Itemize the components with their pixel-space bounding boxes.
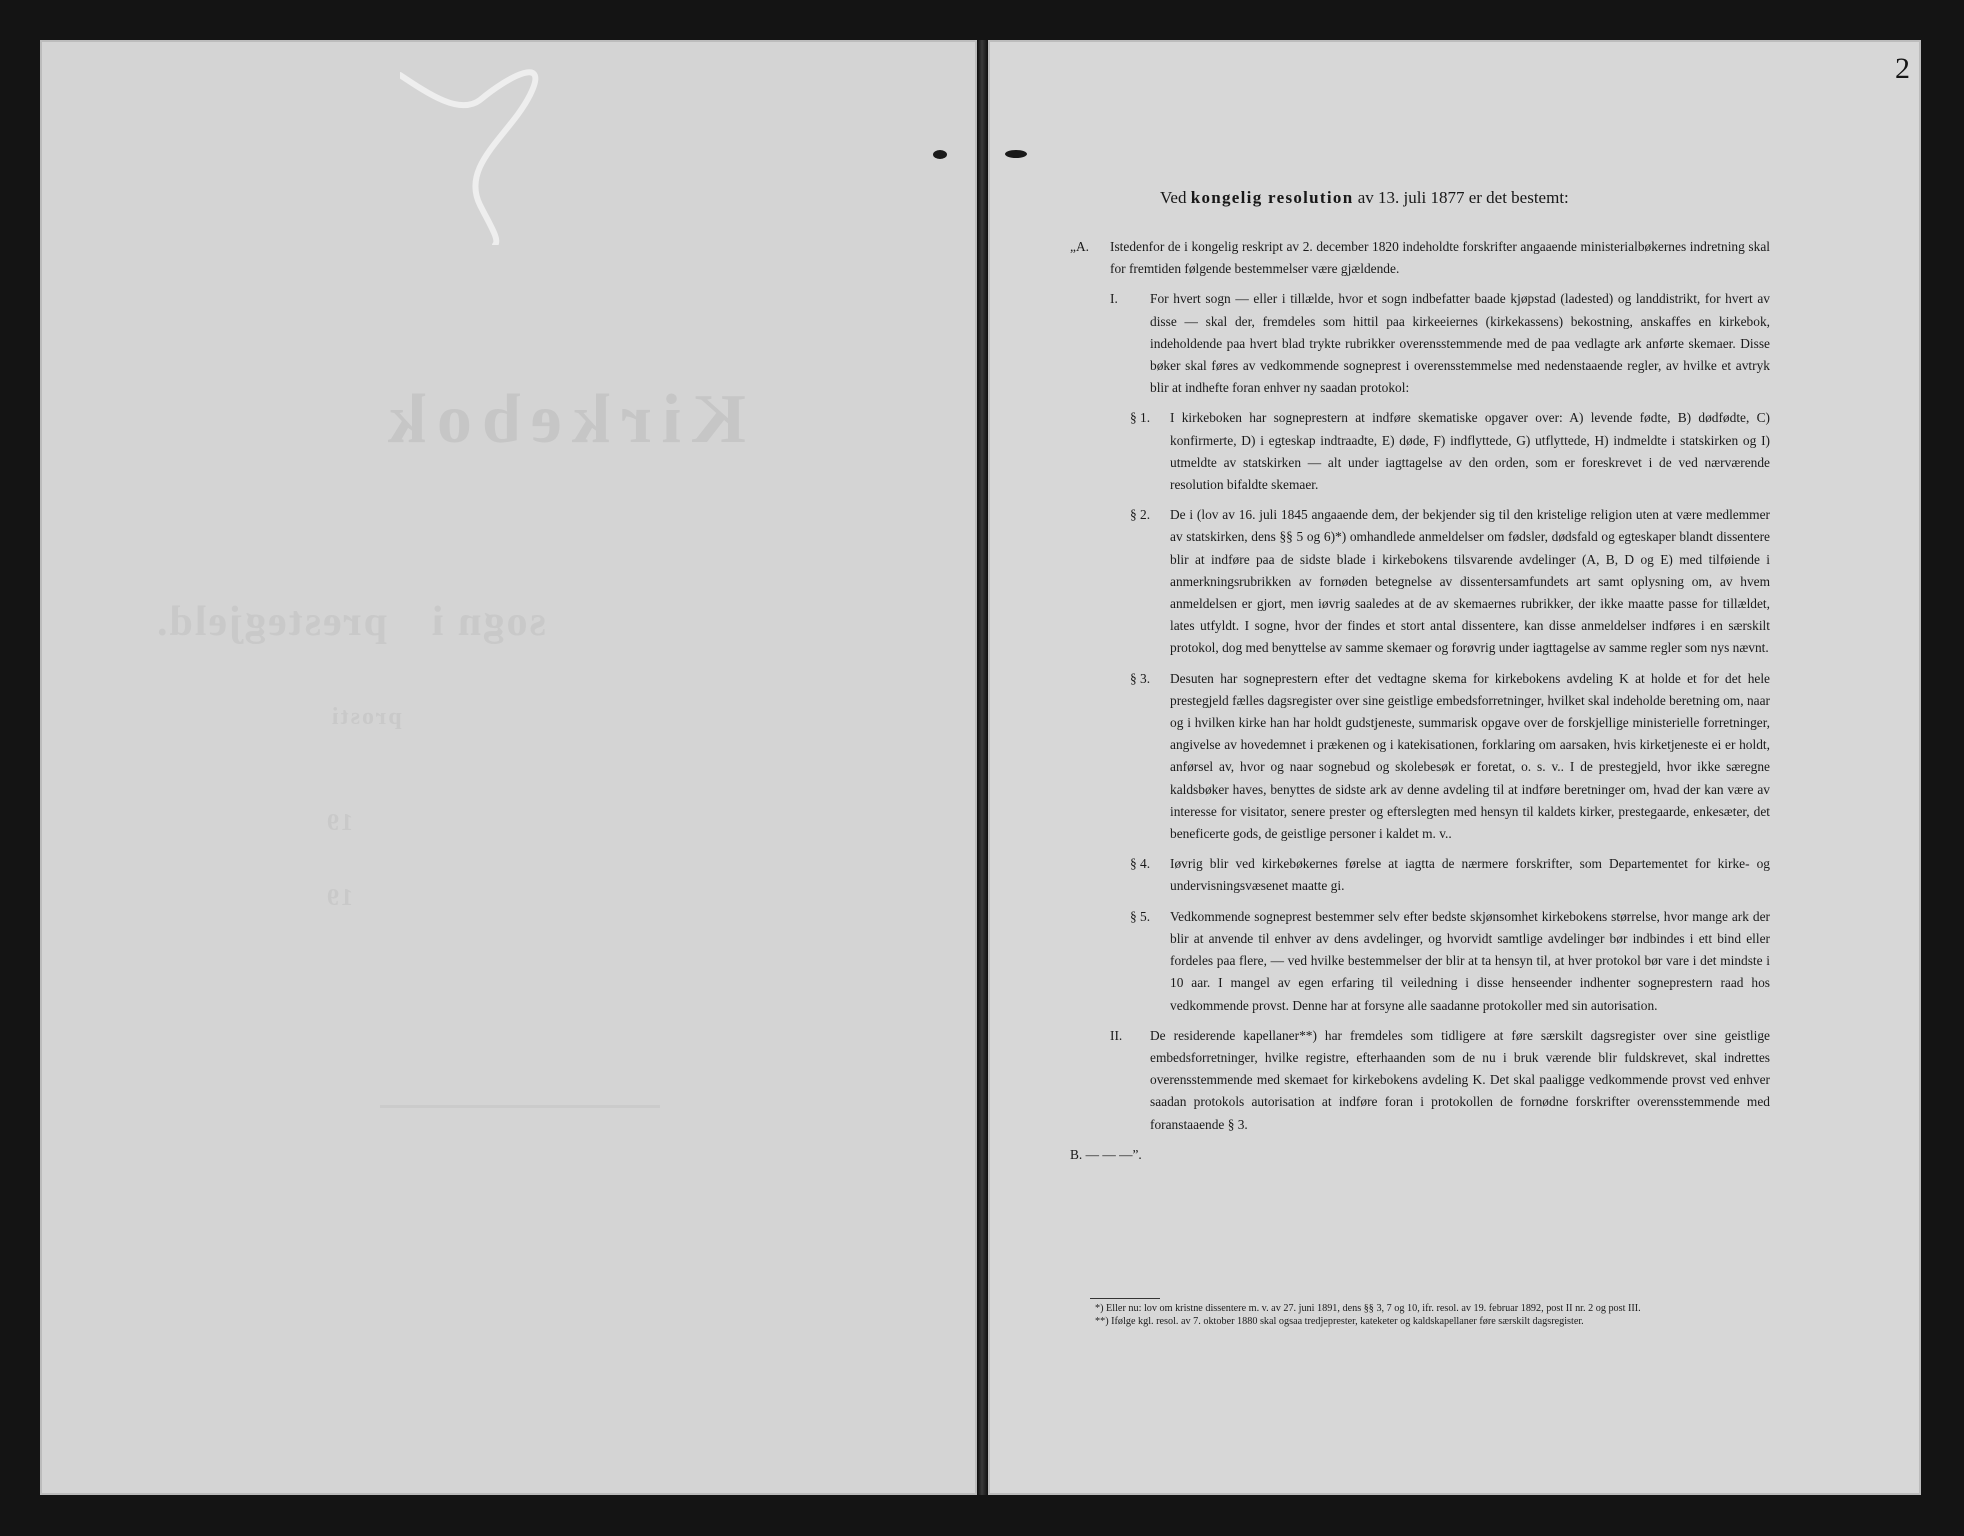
paragraph-text: Vedkommende sogneprest bestemmer selv efter bedste skjønsomhet kirkebokens størrelse, hvor mange ark der blir at anvende til enhver av dens avdelinger, og hvorvidt samtlige avdelinger bør indbindes i ett bind eller fordeles paa flere, — ved hvilke bestemmelser der blir at ta hensyn til, at hver protokol bør vare i det mindste i 10 aar. I mangel av egen erfaring til veiledning i disse henseender indhenter sogneprestern raad hos vedkommende provst. Denne har at forsyne alle saadanne protokoller med sin autorisation. [1170, 908, 1770, 1013]
footnote-text: Eller nu: lov om kristne dissentere m. v. av 27. juni 1891, dens §§ 3, 7 og 10, ifr. resol. av 19. februar 1892, post II nr. 2 og post III. [1106, 1303, 1641, 1314]
page-number: 2 [1895, 52, 1910, 85]
point-1-marker: I. [1110, 291, 1118, 307]
paragraph-5 [1130, 906, 1770, 1017]
section-a-marker: „A. [1070, 239, 1089, 254]
document-heading [1160, 188, 1640, 208]
paragraph-marker: § 1. [1130, 410, 1151, 426]
book-spine [977, 40, 988, 1495]
show-through-line: 19 [325, 885, 353, 911]
paragraph-1 [1130, 407, 1770, 496]
section-a [1070, 236, 1770, 280]
paragraph-marker: § 3. [1130, 670, 1151, 686]
ink-blot [1005, 150, 1027, 158]
paragraph-marker: § 2. [1130, 507, 1151, 523]
paragraph-text: Desuten har sogneprestern efter det vedtagne skema for kirkebokens avdeling K at holde et for det hele prestegjeld fælles dagsregister over sine geistlige embedsforretninger, hvilket skal indeholde beretning om, naar og i hvilken kirke han har holdt gudstjeneste, summarisk opgave over de forskjellige ministerielle forretninger, angivelse av hovedemnet i prækenen og i katekisationen, forklaring om aarsaken, hvis kirketjeneste ei er holdt, anførsel av, hvor og naar sognebud og skolebesøk er foretat, o. s. v.. I de prestegjeld, hvor ikke særegne kaldsbøker haves, benyttes de sidste ark av denne avdeling til at indføre beretninger om, hvad der kan være av interesse for visitator, senere prester og efterslegten med hensyn til kaldets kirker, prestegaarde, enkesæter, det beneficerte gods, de geistlige personer i kaldet m. v.. [1170, 670, 1770, 842]
section-b: B. — — —”. [1070, 1146, 1142, 1162]
paragraph-4 [1130, 853, 1770, 897]
point-1-text: For hvert sogn — eller i tillælde, hvor et sogn indbefatter baade kjøpstad (ladested) og landdistrikt, for hvert av disse — skal der, fremdeles som hittil paa kirkeeiernes (kirkekassens) bekostning, anskaffes en kirkebok, indeholdende paa hvert blad trykte rubrikker overensstemmende med de paa vedlagte ark anførte skemaer. Disse bøker skal føres av vedkommende sogneprest i overensstemmelse med nedenstaaende regler, av hvilke et avtryk blir at indhefte foran enhver ny saadan protokol: [1150, 291, 1770, 396]
heading-prefix: Ved [1160, 188, 1187, 207]
show-through-line: 19 [325, 810, 353, 836]
paragraph-2 [1130, 504, 1770, 659]
footnote-1 [1095, 1302, 1775, 1315]
paper-crease-mark [400, 55, 550, 245]
paragraph-text: De i (lov av 16. juli 1845 angaaende dem, der bekjender sig til den kristelige religion uten at være medlemmer av statskirken, dens §§ 5 og 6)*) omhandlede anmeldelser om fødsler, dødsfald og egteskaper blandt dissentere blir at indføre paa de sidste blade i kirkebokens tilsvarende avdelinger (A, B, D og E) med tilføiende i anmerkningsrubrikken av fornøden betegnelse av dissentersamfundets art samt oplysning om, av hvem anmeldelsen er gjort, men iøvrig saaledes at de av skemaernes rubrikker, der ikke maatte passe for tillældet, lates utfyldt. I sogne, hvor der findes et stort antal dissentere, kan disse anmeldelser indføres i en særskilt protokol, dog med benyttelse av samme skemaer og forøvrig under iagttagelse av samme regler som nys nævnt. [1170, 507, 1770, 656]
footnote-rule [1090, 1298, 1160, 1299]
show-through-line: sogn i [430, 599, 546, 645]
point-2-marker: II. [1110, 1027, 1123, 1043]
footnotes [1095, 1302, 1775, 1328]
section-a-text: Istedenfor de i kongelig reskript av 2. december 1820 indeholdte forskrifter angaaende ministerialbøkernes indretning skal for fremtiden følgende bestemmelser være gjældende. [1110, 239, 1770, 277]
paragraph-text: I kirkeboken har sogneprestern at indføre skematiske opgaver over: A) levende fødte, B) dødfødte, C) konfirmerte, D) i egteskap indtraadte, E) døde, F) indflyttede, G) utflyttede, H) indmeldte i statskirken og I) utmeldte av statskirken — alt under iagttagelse av den orden, som er foreskrevet i de ved nærværende resolution bifaldte skemaer. [1170, 410, 1770, 493]
left-page [40, 40, 977, 1495]
footnote-2 [1095, 1315, 1775, 1328]
show-through-line: prestegjeld. [155, 599, 388, 645]
paragraph-marker: § 4. [1130, 856, 1151, 872]
show-through-line: prosti [330, 704, 402, 730]
show-through-title: Kirkebok [378, 381, 746, 458]
paragraph-text: Iøvrig blir ved kirkebøkernes førelse at iagtta de nærmere forskrifter, som Departementet for kirke- og undervisningsvæsenet maatte gi. [1170, 856, 1770, 894]
footnote-marker: **) [1095, 1316, 1109, 1327]
heading-bold: kongelig resolution [1190, 188, 1354, 207]
point-2 [1110, 1025, 1770, 1136]
ink-blot [933, 150, 947, 159]
footnote-marker: *) [1095, 1303, 1104, 1314]
footnote-text: Ifølge kgl. resol. av 7. oktober 1880 skal ogsaa tredjeprester, kateketer og kaldskapellaner føre særskilt dagsregister. [1111, 1316, 1584, 1327]
paragraph-marker: § 5. [1130, 908, 1151, 924]
show-through-rule [380, 1105, 660, 1108]
point-1 [1110, 288, 1770, 399]
resolution-text [1070, 236, 1770, 1166]
paragraph-3 [1130, 668, 1770, 846]
heading-suffix: av 13. juli 1877 er det bestemt: [1357, 188, 1569, 207]
point-2-text: De residerende kapellaner**) har fremdeles som tidligere at føre særskilt dagsregister over sine geistlige embedsforretninger, hvilke registre, efterhaanden som de nu i bruk værende blir fuldskrevet, skal indrettes overensstemmende med skemaet for kirkebokens avdeling K. Det skal paaligge vedkommende provst ved enhver saadan protokols autorisation at indføre foran i protokollen de fornødne forskrifter overensstemmende med foranstaaende § 3. [1150, 1027, 1770, 1132]
